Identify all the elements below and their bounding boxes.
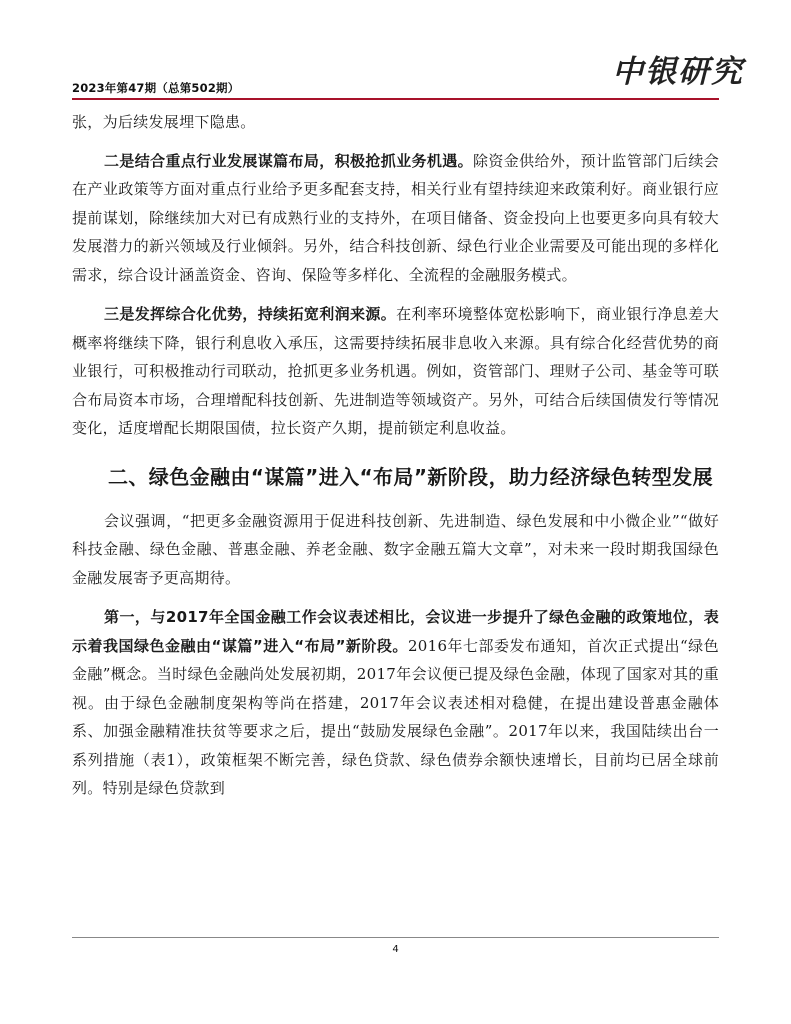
publication-logo: 中银研究 [612, 54, 744, 90]
paragraph-lead: 第一，与2017年全国金融工作会议表述相比，会议进一步提升了绿色金融的政策地位，表示着我国绿色金融由“谋篇”进入“布局”新阶段。 [72, 608, 719, 655]
paragraph-text: 2016年七部委发布通知，首次正式提出“绿色金融”概念。当时绿色金融尚处发展初期，2017年会议便已提及绿色金融，体现了国家对其的重视。由于绿色金融制度架构等尚在搭建，2017年会议表述相对稳健，在提出建设普惠金融体系、加强金融精准扶贫等要求之后，提出“鼓励发展绿色金融”。2017年以来，我国陆续出台一系列措施（表1），政策框架不断完善，绿色贷款、绿色债券余额快速增长，目前均已居全球前列。特别是绿色贷款到 [72, 636, 719, 797]
page-number: 4 [392, 944, 399, 955]
paragraph-green-finance [72, 603, 719, 803]
document-body [72, 108, 719, 814]
header-divider [72, 98, 719, 100]
paragraph-meeting-emphasis: 会议强调，“把更多金融资源用于促进科技创新、先进制造、绿色发展和中小微企业”“做好科技金融、绿色金融、普惠金融、养老金融、数字金融五篇大文章”，对未来一段时期我国绿色金融发展寄予更高期待。 [72, 511, 719, 587]
paragraph-industry-layout [72, 147, 719, 290]
paragraph-text: 在利率环境整体宽松影响下，商业银行净息差大概率将继续下降，银行利息收入承压，这需要持续拓展非息收入来源。具有综合化经营优势的商业银行，可积极推动行司联动，抢抓更多业务机遇。例如，资管部门、理财子公司、基金等可联合布局资本市场，合理增配科技创新、先进制造等领域资产。另外，可结合后续国债发行等情况变化，适度增配长期限国债，拉长资产久期，提前锁定利息收益。 [72, 305, 719, 437]
footer-divider [72, 937, 719, 938]
paragraph-profit-sources [72, 300, 719, 443]
paragraph-text: 除资金供给外，预计监管部门后续会在产业政策等方面对重点行业给予更多配套支持，相关行业有望持续迎来政策利好。商业银行应提前谋划，除继续加大对已有成熟行业的支持外，在项目储备、资金投向上也要更多向具有较大发展潜力的新兴领域及行业倾斜。另外，结合科技创新、绿色行业企业需要及可能出现的多样化需求，综合设计涵盖资金、咨询、保险等多样化、全流程的金融服务模式。 [72, 151, 719, 284]
paragraph-lead: 三是发挥综合化优势，持续拓宽利润来源。 [104, 305, 397, 323]
paragraph-continuation: 张，为后续发展埋下隐患。 [72, 113, 256, 131]
issue-label: 2023年第47期（总第502期） [72, 81, 240, 95]
paragraph-lead: 二是结合重点行业发展谋篇布局，积极抢抓业务机遇。 [104, 151, 474, 170]
section-heading: 二、绿色金融由“谋篇”进入“布局”新阶段，助力经济绿色转型发展 [108, 464, 713, 489]
